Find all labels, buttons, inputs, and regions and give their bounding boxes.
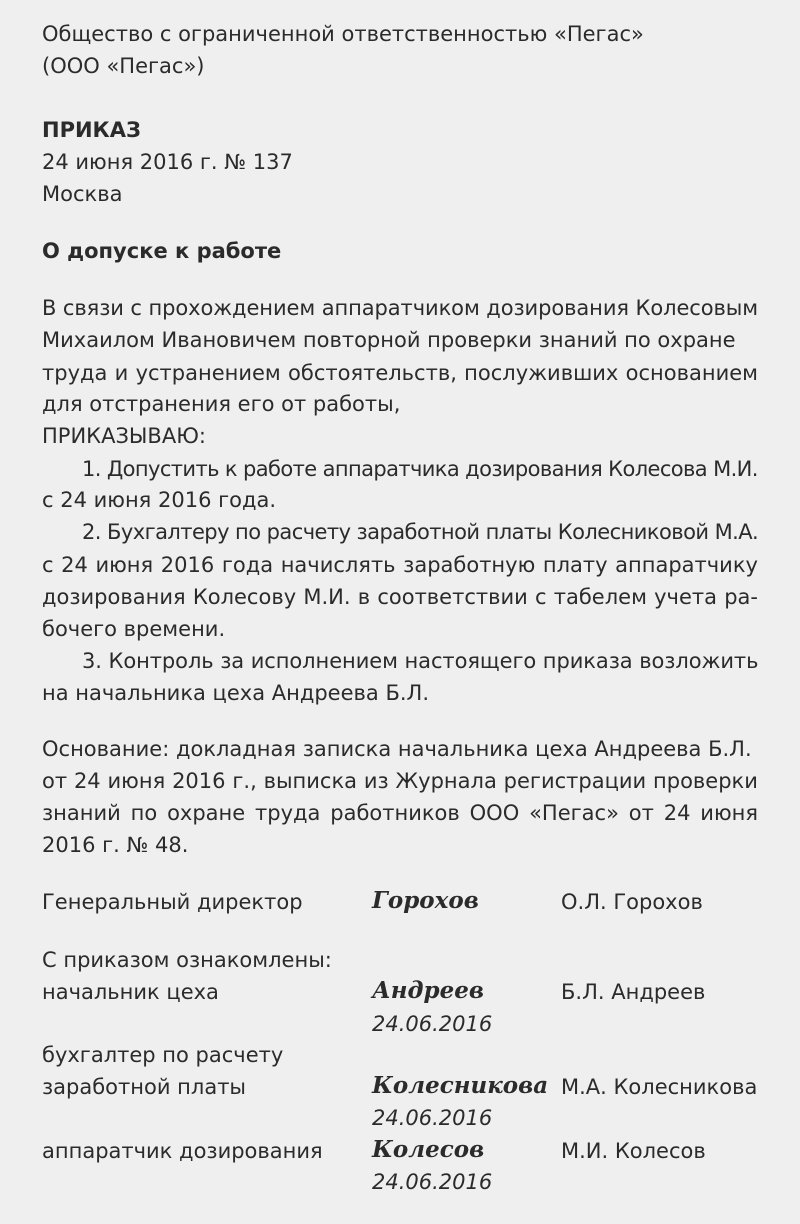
acquaintance-position: заработной платы [42,1075,247,1099]
acquaintance-date: 24.06.2016 [372,1106,493,1130]
item-line [42,555,758,576]
word: заработную [403,553,536,577]
word: от [628,801,654,825]
acquaintance-signature: Колесов [372,1136,485,1163]
acquaintance-name: М.А. Колесникова [561,1075,758,1099]
word: регистрации [503,769,647,793]
word: послуживших [464,361,619,385]
document-title: ПРИКАЗ [42,118,141,142]
word: Журнала [395,769,497,793]
organization-short-name: (ООО «Пегас») [42,54,205,78]
word: табелем [553,585,647,609]
acquaintance-name: М.И. Колесов [561,1139,706,1163]
word: июня [107,769,166,793]
preamble-line: Михаилом Ивановичем повторной проверки знаний по охране [42,328,736,352]
acquaintance-signature: Колесникова [372,1072,549,1099]
word: и [114,361,129,385]
acquaintance-position: аппаратчик дозирования [42,1139,323,1163]
word: 2016 [172,769,226,793]
word: охране [167,801,246,825]
word: с [535,585,547,609]
word: 24 [61,553,88,577]
word: Колесову [192,585,297,609]
word: «Пегас» [529,801,619,825]
word: ООО [469,801,520,825]
preamble-line: для отстранения его от работы, [42,392,401,416]
item-line: 2. Бухгалтеру по расчету заработной платы Колесниковой М.А. [82,520,759,544]
acquaintance-signature: Андреев [372,977,484,1004]
order-word: ПРИКАЗЫВАЮ: [42,424,206,448]
order-date-number: 24 июня 2016 г. № 137 [42,150,293,174]
word: аппаратчику [615,553,758,577]
word: проверки [653,769,758,793]
director-position: Генеральный директор [42,890,303,914]
item-line: 1. Допустить к работе аппаратчика дозирования Колесова М.И. [82,457,758,481]
word: труда [42,361,108,385]
word: выписка [263,769,358,793]
word: 2016 [160,553,215,577]
word: июня [95,553,154,577]
word: соответствии [377,585,528,609]
item-line: на начальника цеха Андреева Б.Л. [42,681,429,705]
word: июня [700,801,758,825]
director-name: О.Л. Горохов [561,890,703,914]
item-line: 3. Контроль за исполнением настоящего приказа возложить [82,649,759,673]
item-line: бочего времени. [42,617,226,641]
preamble-line [42,363,758,384]
acquaintance-date: 24.06.2016 [372,1012,493,1036]
word: из [363,769,389,793]
word: устранением [135,361,281,385]
order-city: Москва [42,182,123,206]
acquaintance-position: бухгалтер по расчету [42,1043,284,1067]
organization-full-name: Общество с ограниченной ответственностью «Пегас» [42,22,644,46]
word: г., [232,769,257,793]
word: М.И. [303,585,351,609]
word: с [42,553,54,577]
word: 24 [73,769,101,793]
word: труда [255,801,321,825]
word: знаний [42,801,121,825]
word: основанием [625,361,758,385]
order-subject: О допуске к работе [42,239,282,263]
basis-line [42,803,758,824]
basis-line: Основание: докладная записка начальника цеха Андреева Б.Л. [42,737,752,761]
word: обстоятельств, [288,361,457,385]
basis-line [42,771,758,792]
acquaintance-name: Б.Л. Андреев [561,980,706,1004]
item-line: с 24 июня 2016 года. [42,488,277,512]
word: в [357,585,371,609]
word: 24 [663,801,691,825]
acquaintance-position: начальник цеха [42,980,219,1004]
preamble-line: В связи с прохождением аппаратчиком дозирования Колесовым [42,296,759,320]
word: от [42,769,68,793]
word: дозирования [42,585,186,609]
word: учета [654,585,717,609]
word: начислять [280,553,396,577]
acquainted-title: С приказом ознакомлены: [42,948,332,972]
word: ра- [724,585,758,609]
director-signature: Горохов [372,887,479,914]
item-line [42,587,758,608]
basis-line: 2016 г. № 48. [42,833,189,857]
word: плату [542,553,608,577]
word: работников [330,801,460,825]
word: по [130,801,158,825]
acquaintance-date: 24.06.2016 [372,1170,493,1194]
word: года [221,553,274,577]
